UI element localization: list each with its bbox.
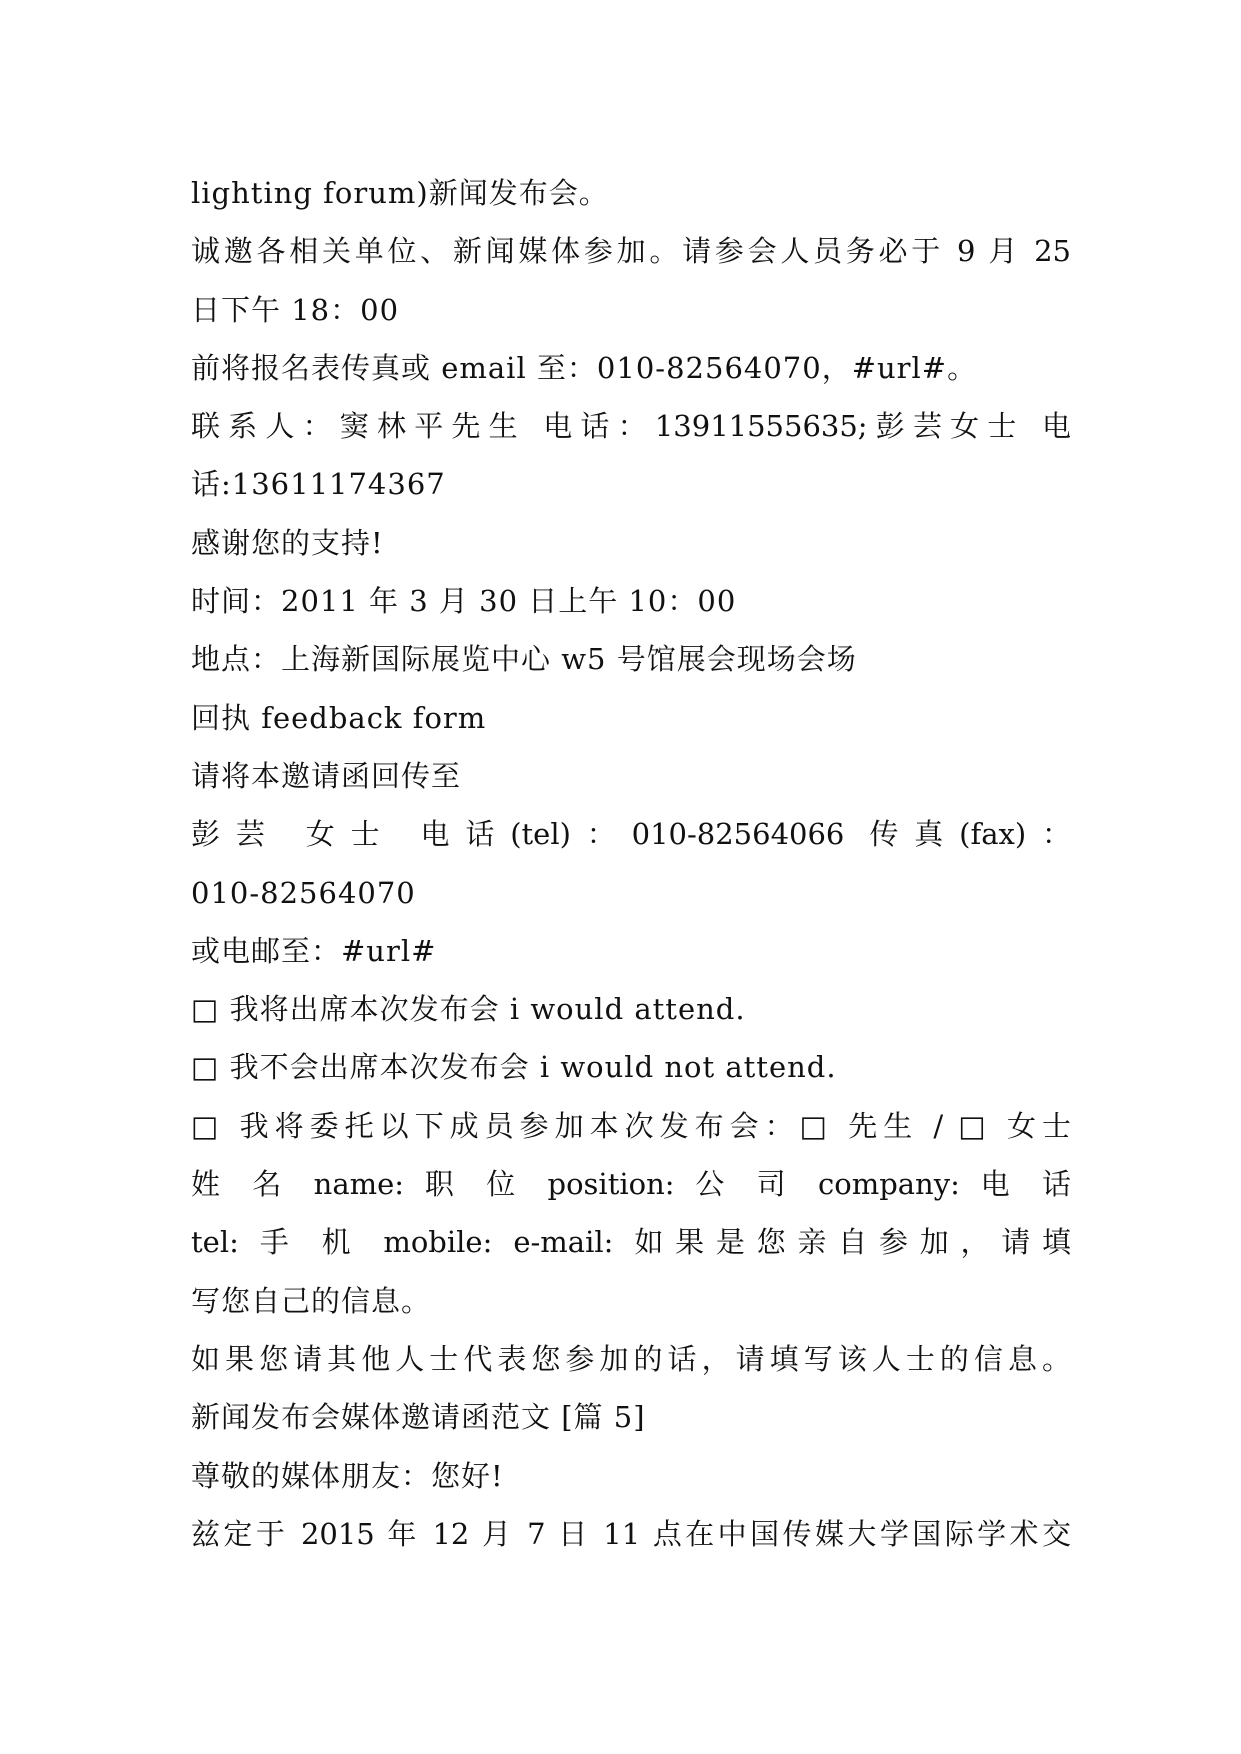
text-line: 或电邮至：#url# — [191, 933, 437, 968]
text-line: 话:13611174367 — [191, 467, 446, 502]
text-line: 前将报名表传真或 email 至：010-82564070，#url#。 — [191, 350, 978, 385]
text-line: 新闻发布会媒体邀请函范文 [篇 5] — [191, 1400, 646, 1435]
text-line: 兹定于 2015 年 12 月 7 日 11 点在中国传媒大学国际学术交 — [191, 1516, 1071, 1551]
text-line: 010-82564070 — [191, 875, 416, 910]
text-line: 感谢您的支持! — [191, 525, 384, 560]
text-line: 时间：2011 年 3 月 30 日上午 10：00 — [191, 584, 737, 619]
document-body — [191, 164, 1071, 1563]
text-line: 日下午 18：00 — [191, 292, 400, 327]
text-line: 请将本邀请函回传至 — [191, 758, 462, 793]
text-line: □ 我不会出席本次发布会 i would not attend. — [191, 1050, 837, 1085]
text-line: □ 我将委托以下成员参加本次发布会：□ 先生 / □ 女士 — [191, 1108, 1071, 1143]
text-line: 尊敬的媒体朋友：您好! — [191, 1458, 504, 1493]
text-line: tel: 手 机 mobile: e-mail: 如果是您亲自参加，请填 — [191, 1225, 1071, 1260]
text-line: 地点：上海新国际展览中心 w5 号馆展会现场会场 — [191, 642, 857, 677]
text-line: □ 我将出席本次发布会 i would attend. — [191, 992, 746, 1027]
text-line: 诚邀各相关单位、新闻媒体参加。请参会人员务必于 9 月 25 — [191, 234, 1071, 269]
text-line: 写您自己的信息。 — [191, 1283, 432, 1318]
text-line: 彭芸 女士 电话(tel)：010-82564066 传真(fax)： — [191, 817, 1071, 852]
text-line: 如果您请其他人士代表您参加的话，请填写该人士的信息。 — [191, 1341, 1071, 1376]
text-line: 回执 feedback form — [191, 700, 487, 735]
text-line: lighting forum)新闻发布会。 — [191, 176, 609, 210]
text-line: 姓 名 name: 职 位 position: 公 司 company: 电 话 — [191, 1167, 1071, 1202]
text-line: 联系人：窦林平先生 电话：13911555635;彭芸女士 电 — [191, 409, 1071, 444]
